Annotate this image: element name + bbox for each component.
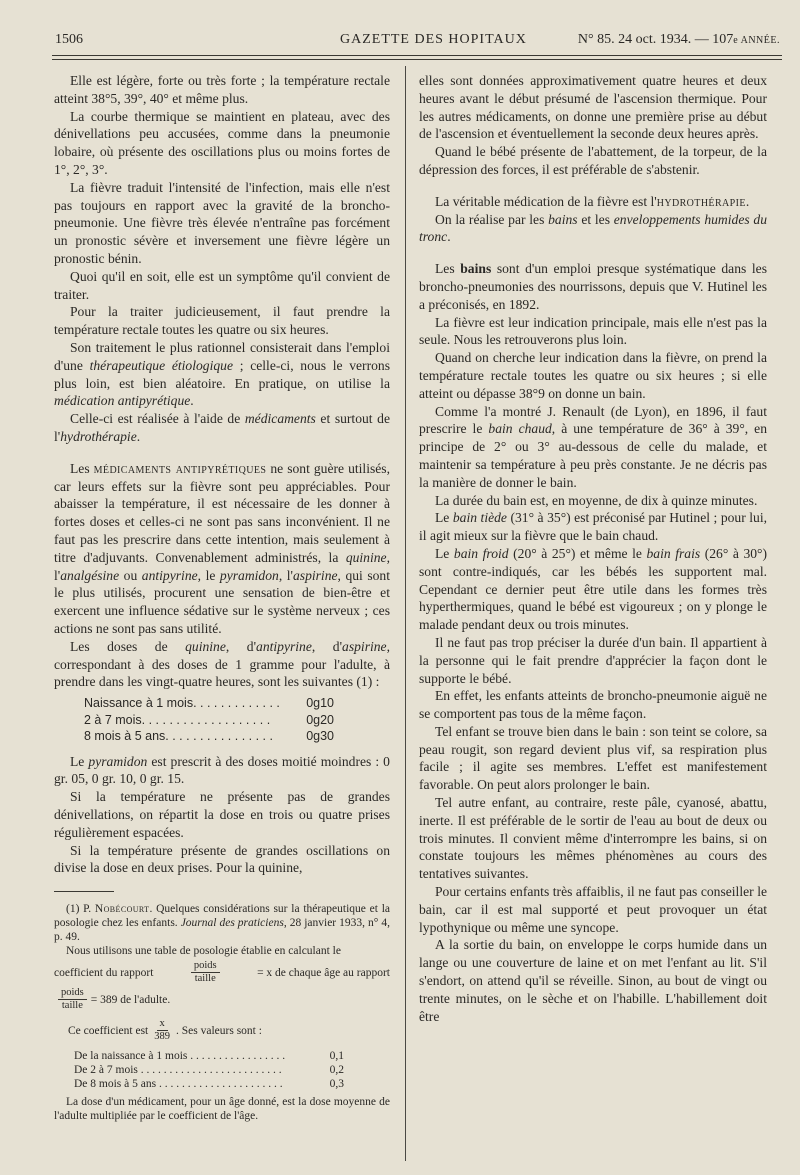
denominator: taille: [61, 1000, 83, 1012]
dose-age: 2 à 7 mois. . . . . . . . . . . . . . . . . . .: [84, 712, 271, 727]
text: et les: [577, 211, 614, 227]
text: ; celle-ci, nous le verrons plus loin, est bien aléatoire. En pratique, on utilise la: [54, 357, 390, 391]
dose-row: [84, 695, 334, 712]
paragraph: [54, 410, 390, 446]
emphasis: bain tiède: [452, 510, 507, 526]
paragraph: La durée du bain est, en moyenne, de dix à quinze minutes.: [435, 492, 758, 508]
paragraph: Quand on cherche leur indication dans la fièvre, on prend la température rectale toutes les quatre ou six heures ; si elle atteint ou dépasse 38°9 on donne un bain.: [419, 350, 767, 401]
paragraph: [54, 460, 390, 638]
column-divider: [405, 66, 406, 1161]
text: , l': [54, 549, 390, 583]
footnote-text: Nous utilisons une table de posologie établie en calculant le: [66, 945, 341, 958]
right-column: [419, 72, 767, 1025]
small-caps-term: médicaments antipyrétiques: [93, 460, 267, 476]
coef-age: De 2 à 7 mois . . . . . . . . . . . . . . . . . . . . . . . . .: [74, 1064, 282, 1077]
formula-line: [54, 960, 390, 985]
emphasis: quinine: [185, 638, 226, 654]
emphasis: médication antipyrétique: [54, 393, 191, 409]
text: Les: [435, 261, 461, 277]
dose-table: [84, 695, 390, 745]
author-name: Nobécourt: [94, 903, 150, 916]
text: , d': [225, 638, 257, 654]
paragraph: En effet, les enfants atteints de broncho-pneumonie aiguë ne se comportent pas tous de la même façon.: [419, 688, 767, 722]
paragraph: Pour certains enfants très affaiblis, il ne faut pas conseiller le bain, car il est mal supporté et peut provoquer un état lypothynique ou même une syncope.: [419, 884, 767, 935]
emphasis: aspirine: [292, 567, 338, 583]
emphasis: thérapeutique étiologique: [89, 357, 233, 373]
journal-name: Journal des praticiens: [180, 917, 284, 930]
journal-title: GAZETTE DES HOPITAUX: [340, 32, 527, 47]
dose-age: Naissance à 1 mois. . . . . . . . . . . . .: [84, 696, 280, 711]
emphasis: quinine: [345, 549, 387, 565]
paragraph: Quoi qu'il en soit, elle est un symptôme qu'il convient de traiter.: [54, 268, 390, 302]
text: Comme l'a montré J. Renault (de Lyon), en 1896, il faut prescrire le: [419, 403, 767, 437]
footnote-separator: [54, 891, 114, 892]
denominator: taille: [194, 973, 216, 985]
denominator: 389: [154, 1031, 171, 1043]
text: , le: [197, 567, 220, 583]
formula-line: [54, 987, 390, 1012]
dose-row: [84, 728, 334, 745]
text: , à une température de 36° à 39°, en principe de 2° ou 3° au-dessous de celle du malade, et maintenir sa température à peu près constante. Je ne décris pas la manière de donner le bain.: [419, 421, 768, 490]
page-number: 1506: [55, 32, 83, 47]
paragraph: Quand le bébé présente de l'abattement, de la torpeur, de la dépression des forces, il est préférable de s'abstenir.: [419, 144, 767, 177]
text: coefficient du rapport: [54, 966, 154, 979]
text: sont d'un emploi presque systématique dans les broncho-pneumonies des nourrissons, depuis que V. Hutinel les a préconisés, en 1892.: [419, 261, 768, 312]
coefficient-line: [68, 1018, 390, 1043]
small-caps-term: hydrothérapie: [656, 193, 746, 209]
issue-suffix: e ANNÉE.: [733, 35, 780, 46]
emphasis: pyramidon: [219, 567, 279, 583]
text: (26° à 30°) sont contre-indiqués, car les bébés les supportent mal. Cependant ce dernier peut être utile dans les formes très hyperthermiques, quand le bébé est vigoureux ; on y plonge le malade pendant deux ou trois minutes.: [419, 545, 768, 633]
text: .: [190, 393, 194, 409]
header-rule-thin: [52, 59, 782, 60]
footnote-text: La dose d'un médicament, pour un âge donné, est la dose moyenne de l'adulte multipliée par le coefficient de l'âge.: [54, 1096, 390, 1123]
coef-value: 0,2: [329, 1064, 344, 1077]
text: .: [745, 193, 750, 209]
paragraph: [419, 509, 767, 545]
coefficient-row: [74, 1063, 344, 1077]
text: .: [447, 229, 451, 245]
emphasis: analgésine: [60, 567, 120, 583]
text: Le: [435, 545, 454, 561]
paragraph: [419, 260, 767, 313]
numerator: x: [157, 1018, 168, 1031]
emphasis: enveloppements humides du tronc: [419, 211, 767, 245]
text: ne sont guère utilisés, car leurs effets sur la fièvre sont peu appréciables. Pour abaisser la température, il est nécessaire de les donner à fortes doses et celles-ci ne sont pas sans inconvénient. Il ne faut pas les prescrire dans cette intention, mais seulement à titre d'adjuvants. Convenablement administrés, la: [54, 460, 390, 565]
text: La véritable médication de la fièvre est l': [435, 193, 657, 209]
text: .: [136, 428, 141, 444]
emphasis: pyramidon: [88, 753, 148, 769]
text: Le: [435, 510, 453, 526]
paragraph: [419, 211, 767, 247]
paragraph: Elle est légère, forte ou très forte ; la température rectale atteint 38°5, 39°, 40° et même plus.: [54, 73, 390, 106]
bold-term: bains: [460, 261, 492, 277]
coefficient-row: [74, 1077, 344, 1091]
left-column: [54, 72, 390, 1123]
paragraph: La fièvre est leur indication principale, mais elle n'est pas la seule. Nous les retrouverons plus loin.: [419, 314, 767, 348]
text: = 389 de l'adulte.: [90, 993, 171, 1006]
paragraph: La fièvre traduit l'intensité de l'infection, mais elle n'est pas toujours en rapport avec la gravité de la broncho-pneumonie. Une fièvre très élevée n'entraîne pas forcément un pronostic sévère et inversement une fièvre légère un pronostic bénin.: [54, 179, 390, 266]
header-rule: [52, 55, 782, 56]
text: (1) P.: [66, 903, 95, 916]
paragraph: [54, 638, 390, 691]
dose-value: 0g20: [306, 712, 334, 727]
text: Son traitement le plus rationnel consisterait dans l'emploi d'une: [54, 339, 390, 373]
paragraph: Si la température ne présente pas de grandes dénivellations, on répartit la dose en trois ou quatre prises régulièrement espacées.: [54, 789, 390, 840]
coef-value: 0,1: [329, 1050, 344, 1063]
paragraph: [419, 193, 767, 211]
text: , qui sont le plus utilisés, procurent une sensation de bien-être et exercent une influence sédative sur le système nerveux ; ces actions ne sont pas sans utilité.: [54, 567, 391, 636]
paragraph: Si la température présente de grandes oscillations on divise la dose en deux prises. Pour la quinine,: [54, 842, 390, 876]
issue-date: [578, 32, 780, 48]
emphasis: bain frais: [646, 545, 701, 561]
paragraph: Tel enfant se trouve bien dans le bain : son teint se colore, sa peau rougit, son regard devient plus vif, sa respiration plus facile ; il agite ses membres. L'effet est manifestement favorable. On peut alors prolonger le bain.: [419, 723, 767, 793]
text: = x de chaque âge au rapport: [257, 966, 390, 979]
text: Ce coefficient est: [68, 1024, 149, 1037]
text: . Quelques considérations sur la thérapeutique et la posologie chez les enfants.: [54, 903, 391, 930]
coef-age: De 8 mois à 5 ans . . . . . . . . . . . . . . . . . . . . . .: [74, 1078, 283, 1091]
issue-text: N° 85. 24 oct. 1934. — 107: [577, 32, 734, 47]
emphasis: aspirine: [342, 638, 387, 654]
fraction: [58, 987, 87, 1012]
emphasis: antipyrine: [256, 638, 312, 654]
paragraph: A la sortie du bain, on enveloppe le corps humide dans un lange ou une couverture de laine et on met l'enfant au lit. S'il s'endort, on attend qu'il se réveille. Sinon, au bout de vingt ou trente minutes, on le sèche et on l'habille. L'habillement doit être: [419, 937, 767, 1024]
text: , l': [278, 567, 293, 583]
fraction: [191, 960, 220, 985]
text: Le: [70, 753, 89, 769]
numerator: poids: [58, 987, 87, 1000]
text: Les doses de: [70, 638, 186, 654]
emphasis: hydrothérapie: [60, 428, 137, 444]
paragraph: elles sont données approximativement quatre heures et deux heures avant le début présumé de l'ascension thermique. Pour les autres médicaments, on donne une première prise au début de l'ascension et éventuellement la seconde deux heures après.: [419, 73, 767, 142]
text: On la réalise par les: [435, 211, 549, 227]
text: est prescrit à des doses moitié moindres : 0 gr. 05, 0 gr. 10, 0 gr. 15.: [54, 753, 390, 787]
emphasis: antipyrine: [141, 567, 198, 583]
paragraph: Tel autre enfant, au contraire, reste pâle, cyanosé, abattu, inerte. Il est préférable de le sortir de l'eau au bout de deux ou trois minutes. Il convient même d'interrompre les bains, si on constate toujours les mêmes phénomènes au cours des tentatives suivantes.: [419, 795, 767, 882]
text: . Ses valeurs sont :: [176, 1024, 262, 1037]
fraction: [154, 1018, 170, 1043]
emphasis: bain froid: [453, 545, 509, 561]
text: ou: [119, 567, 142, 583]
paragraph: Pour la traiter judicieusement, il faut prendre la température rectale toutes les quatre ou six heures.: [54, 304, 390, 338]
numerator: poids: [191, 960, 220, 973]
text: , correspondant à des doses de 1 gramme pour l'adulte, à prendre dans les vingt-quatre heures, sont les suivantes (1) :: [54, 638, 390, 690]
page-header: [0, 0, 800, 60]
text: Les: [70, 460, 94, 476]
coef-value: 0,3: [329, 1078, 344, 1091]
paragraph: Il ne faut pas trop préciser la durée d'un bain. Il appartient à la personne qui le fait prendre d'apprécier la façon dont le supporte le bébé.: [419, 634, 767, 686]
text: et surtout de l': [54, 411, 390, 444]
emphasis: bain chaud: [488, 421, 552, 437]
text: Celle-ci est réalisée à l'aide de: [70, 411, 245, 427]
footnote-ref: [54, 902, 390, 944]
dose-value: 0g30: [306, 729, 334, 744]
text: (31° à 35°) est préconisé par Hutinel ; pour lui, il agit mieux sur la fièvre que le bain chaud.: [419, 510, 767, 544]
text: , 28 janvier 1933, n° 4, p. 49.: [54, 917, 391, 944]
text: (20° à 25°) et même le: [508, 545, 647, 561]
footnote: [54, 902, 390, 1123]
dose-age: 8 mois à 5 ans. . . . . . . . . . . . . . . .: [84, 729, 273, 744]
coefficient-row: [74, 1049, 344, 1063]
dose-row: [84, 712, 334, 729]
coef-age: De la naissance à 1 mois . . . . . . . . . . . . . . . . .: [74, 1050, 286, 1063]
paragraph: [54, 753, 390, 789]
paragraph: [54, 339, 390, 410]
text: , d': [311, 638, 343, 654]
dose-value: 0g10: [306, 696, 334, 711]
emphasis: bains: [548, 211, 578, 227]
paragraph: [419, 403, 767, 492]
emphasis: médicaments: [244, 411, 316, 427]
paragraph: La courbe thermique se maintient en plateau, avec des dénivellations peu accusées, comme dans la pneumonie lobaire, où présente des oscillations plus ou moins fortes de 1°, 2°, 3°.: [54, 108, 390, 177]
paragraph: [419, 545, 767, 634]
